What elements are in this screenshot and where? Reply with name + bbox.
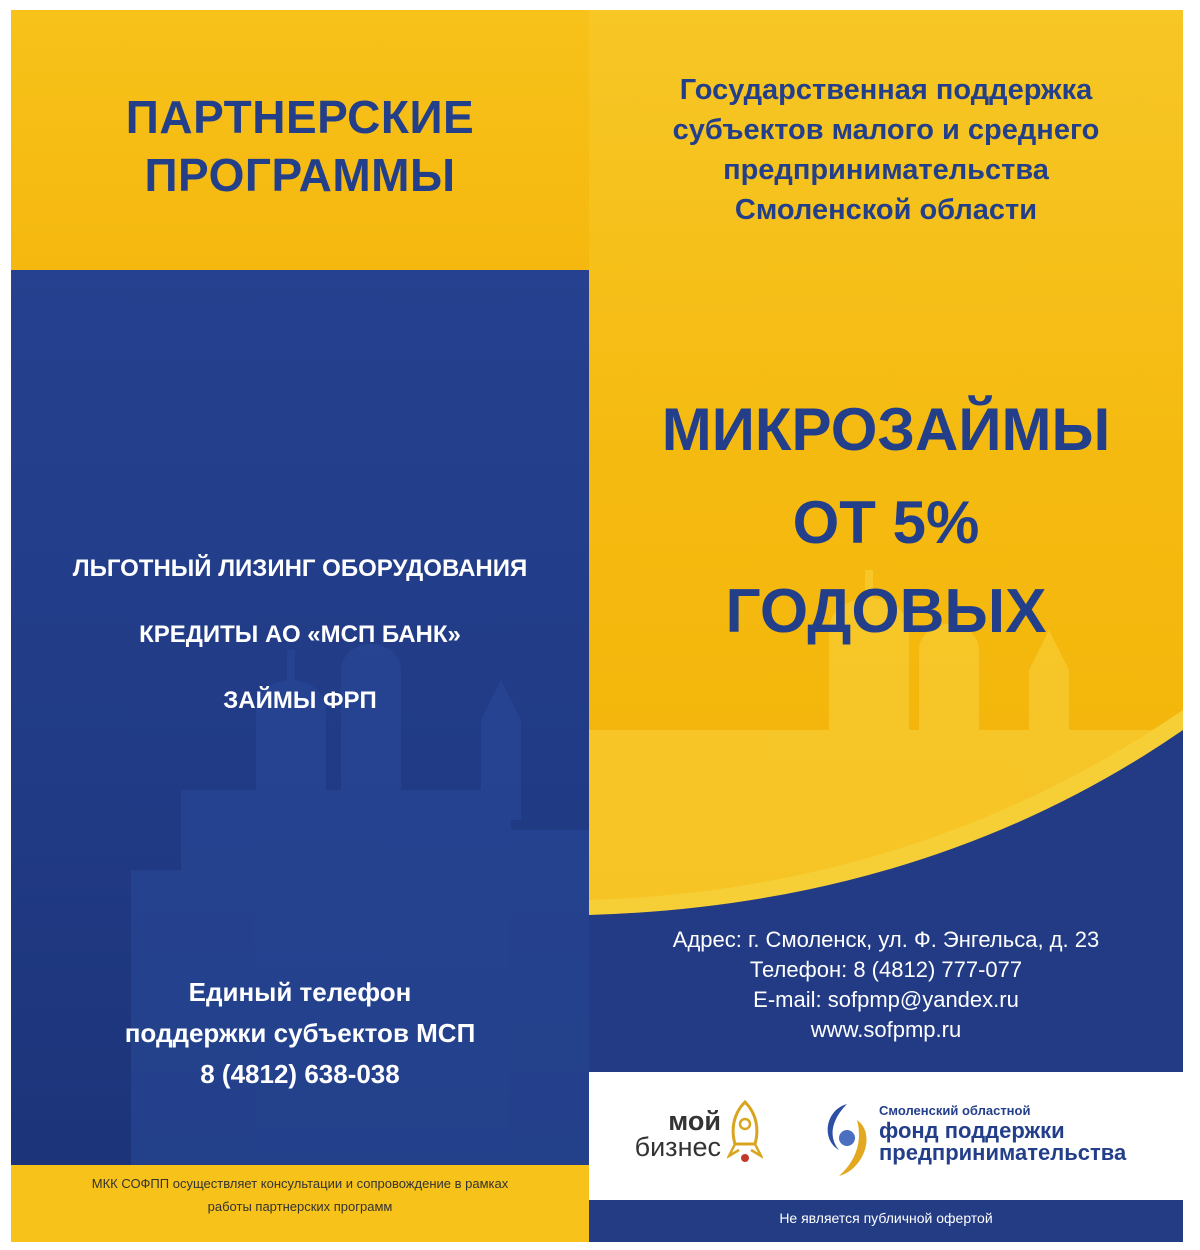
title-right-line-2: субъектов малого и среднего xyxy=(672,114,1100,146)
program-leasing: ЛЬГОТНЫЙ ЛИЗИНГ ОБОРУДОВАНИЯ xyxy=(72,555,528,582)
contacts-block xyxy=(589,925,1183,1045)
program-msp-bank: КРЕДИТЫ АО «МСП БАНК» xyxy=(139,621,461,648)
footnote-line-1: МКК СОФПП осуществляет консультации и сопровождение в рамках xyxy=(91,1176,509,1191)
title-right-line-4: Смоленской области xyxy=(734,194,1038,226)
hotline-line-2: поддержки субъектов МСП xyxy=(124,1018,476,1048)
title-right-line-3: предпринимательства xyxy=(723,154,1049,186)
hotline-line-1: Единый телефон xyxy=(188,977,412,1007)
email-text: E-mail: sofpmp@yandex.ru xyxy=(753,987,1019,1012)
fund-small-text: Смоленский областной xyxy=(879,1103,1031,1118)
hotline-block xyxy=(11,972,589,1095)
fund-name xyxy=(879,1120,1126,1164)
moi-biznes-logo xyxy=(611,1108,721,1160)
fund-name-line-1: фонд поддержки xyxy=(879,1118,1065,1143)
partner-programs-title xyxy=(11,88,589,204)
website-text: www.sofpmp.ru xyxy=(810,1017,962,1042)
moi-biznes-line-2: бизнес xyxy=(634,1132,721,1162)
moi-biznes-line-1: мой xyxy=(668,1106,721,1136)
title-line-1: ПАРТНЕРСКИЕ xyxy=(125,91,475,143)
fund-swirl-icon xyxy=(817,1100,875,1180)
left-panel xyxy=(11,10,589,1242)
phone-text: Телефон: 8 (4812) 777-077 xyxy=(749,957,1023,982)
title-line-2: ПРОГРАММЫ xyxy=(144,149,456,201)
hotline-phone: 8 (4812) 638-038 xyxy=(200,1059,400,1089)
state-support-title xyxy=(589,70,1183,230)
offer-rate: ОТ 5% xyxy=(792,489,980,556)
fund-name-line-2: предпринимательства xyxy=(879,1140,1127,1165)
offer-annual: ГОДОВЫХ xyxy=(725,577,1047,646)
rocket-icon xyxy=(727,1100,763,1166)
disclaimer-text: Не является публичной офертой xyxy=(779,1210,993,1226)
left-footnote xyxy=(21,1172,579,1218)
footnote-line-2: работы партнерских программ xyxy=(207,1199,393,1214)
right-panel xyxy=(589,10,1183,1242)
offer-microloans: МИКРОЗАЙМЫ xyxy=(661,396,1111,463)
program-frp: ЗАЙМЫ ФРП xyxy=(223,687,377,714)
title-right-line-1: Государственная поддержка xyxy=(679,74,1093,106)
address-text: Адрес: г. Смоленск, ул. Ф. Энгельса, д. 23 xyxy=(672,927,1100,952)
